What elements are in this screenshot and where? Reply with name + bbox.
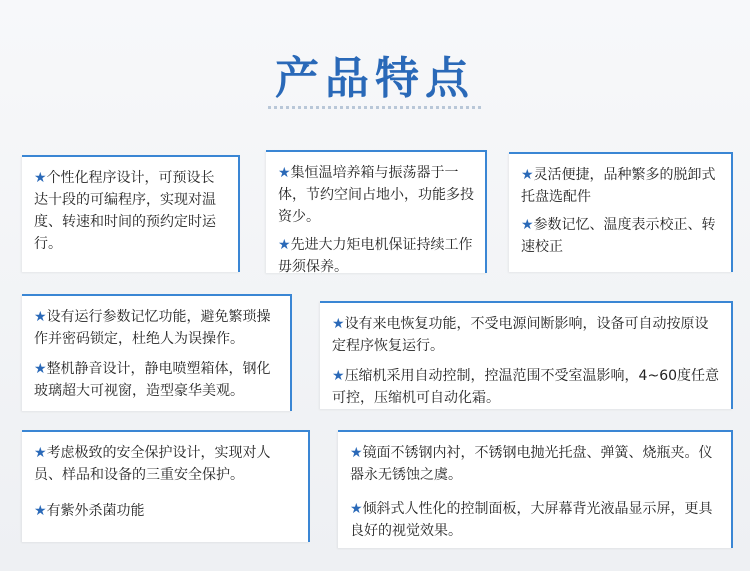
star-icon: ★ [34, 361, 47, 377]
title-underline [268, 106, 482, 109]
star-icon: ★ [34, 503, 47, 519]
feature-item: ★参数记忆、温度表示校正、转速校正 [521, 217, 716, 255]
star-icon: ★ [332, 368, 345, 384]
star-icon: ★ [521, 217, 534, 233]
feature-card-3 [509, 152, 733, 272]
page-title: 产品特点 [275, 53, 475, 104]
star-icon: ★ [521, 167, 534, 183]
feature-item: ★考虑极致的安全保护设计，实现对人员、样品和设备的三重安全保护。 [34, 445, 271, 483]
feature-item: ★设有运行参数记忆功能，避免繁琐操作并密码锁定，杜绝人为误操作。 [34, 309, 271, 347]
star-icon: ★ [34, 309, 47, 325]
feature-card-5 [320, 301, 733, 409]
feature-card-7 [338, 430, 733, 548]
feature-item: ★灵活便捷，品种繁多的脱卸式托盘选配件 [521, 167, 716, 205]
feature-item: ★有紫外杀菌功能 [34, 503, 145, 519]
feature-item: ★整机静音设计，静电喷塑箱体，钢化玻璃超大可视窗，造型豪华美观。 [34, 361, 271, 399]
feature-card-1 [22, 155, 240, 272]
feature-item: ★压缩机采用自动控制，控温范围不受室温影响，4~60度任意可控，压缩机可自动化霜。 [332, 368, 720, 406]
feature-item: ★倾斜式人性化的控制面板，大屏幕背光液晶显示屏，更具良好的视觉效果。 [350, 501, 713, 539]
star-icon: ★ [332, 316, 345, 332]
star-icon: ★ [278, 165, 291, 181]
star-icon: ★ [350, 501, 363, 517]
feature-item: ★集恒温培养箱与振荡器于一体，节约空间占地小，功能多投资少。 [278, 165, 474, 225]
feature-card-4 [22, 294, 292, 411]
feature-item: ★先进大力矩电机保证持续工作毋须保养。 [278, 237, 473, 275]
feature-card-6 [22, 430, 310, 542]
feature-card-2 [266, 150, 487, 273]
feature-item: ★镜面不锈钢内衬，不锈钢电抛光托盘、弹簧、烧瓶夹。仪器永无锈蚀之虞。 [350, 445, 713, 483]
feature-item: ★设有来电恢复功能，不受电源间断影响，设备可自动按原设定程序恢复运行。 [332, 316, 709, 354]
star-icon: ★ [350, 445, 363, 461]
star-icon: ★ [278, 237, 291, 253]
star-icon: ★ [34, 445, 47, 461]
feature-item: ★个性化程序设计，可预设长达十段的可编程序，实现对温度、转速和时间的预约定时运行。 [34, 170, 216, 252]
star-icon: ★ [34, 170, 47, 186]
